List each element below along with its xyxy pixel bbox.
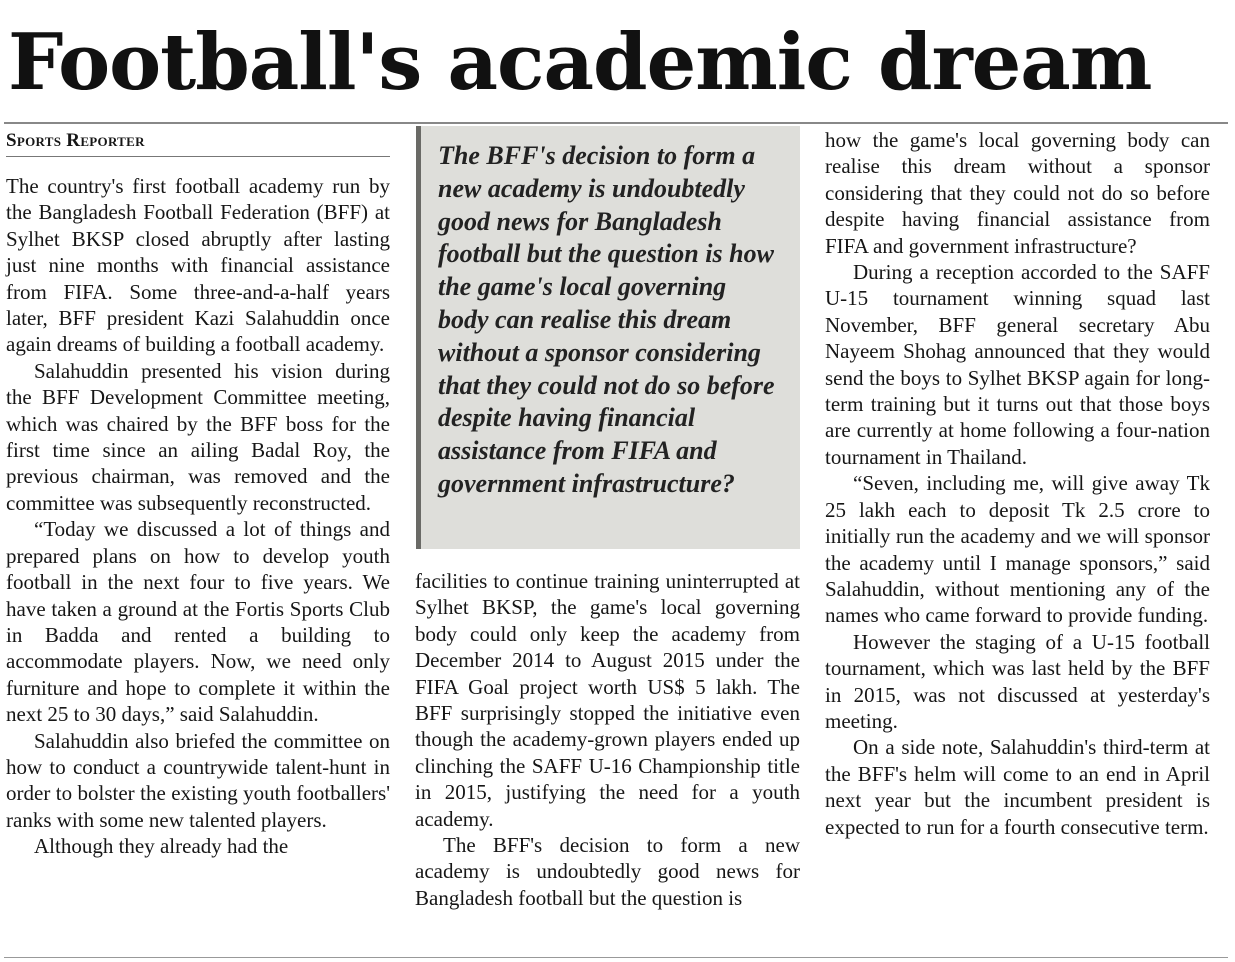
byline: Sports Reporter — [6, 130, 145, 151]
bottom-rule — [4, 957, 1228, 958]
pull-quote: The BFF's decision to form a new academy is undoubtedly good news for Bangladesh football but the question is how the game's local governing body can realise this dream without a sponsor considering that they could not do so before despite having financial assistance from FIFA and government infrastructure? — [416, 126, 800, 549]
paragraph: Although they already had the — [34, 834, 289, 859]
paragraph: Salahuddin also briefed the committee on how to conduct a countrywide talent-hunt in order to bolster the existing youth footballers' ranks with some new talented players. — [6, 728, 390, 832]
article-column-3 — [825, 127, 1210, 840]
article-column-1 — [6, 173, 390, 860]
paragraph: Salahuddin presented his vision during the BFF Development Committee meeting, which was chaired by the BFF boss for the first time since an ailing Badal Roy, the previous chairman, was removed and the committee was subsequently reconstructed. — [6, 358, 390, 515]
paragraph: The country's first football academy run by the Bangladesh Football Federation (BFF) at Sylhet BKSP closed abruptly after lasting just nine months with financial assistance from FIFA. Some three-and-a-half years later, BFF president Kazi Salahuddin once again dreams of building a football academy. — [6, 174, 390, 357]
paragraph: facilities to continue training uninterrupted at Sylhet BKSP, the game's local governing body could only keep the academy from December 2014 to August 2015 under the FIFA Goal project worth US$ 5 lakh. The BFF surprisingly stopped the initiative even though the academy-grown players ended up clinching the SAFF U-16 Championship title in 2015, justifying the need for a youth academy. — [415, 569, 800, 831]
byline-rule — [6, 156, 390, 157]
headline-rule — [4, 122, 1228, 124]
paragraph: The BFF's decision to form a new academy is undoubtedly good news for Bangladesh football but the question is — [415, 833, 800, 910]
paragraph: how the game's local governing body can realise this dream without a sponsor considering that they could not do so before despite having financial assistance from FIFA and government infrastructure? — [825, 128, 1210, 258]
paragraph: During a reception accorded to the SAFF U-15 tournament winning squad last November, BFF general secretary Abu Nayeem Shohag announced that they would send the boys to Sylhet BKSP again for long-term training but it turns out that those boys are currently at home following a four-nation tournament in Thailand. — [825, 260, 1210, 469]
paragraph: However the staging of a U-15 football tournament, which was last held by the BFF in 2015, was not discussed at yesterday's meeting. — [825, 629, 1210, 733]
paragraph: “Today we discussed a lot of things and prepared plans on how to develop youth football in the next four to five years. We have taken a ground at the Fortis Sports Club in Badda and rented a building to accommodate players. Now, we need only furniture and hope to complete it within the next 25 to 30 days,” said Salahuddin. — [6, 517, 390, 727]
paragraph: “Seven, including me, will give away Tk 25 lakh each to deposit Tk 2.5 crore to initially run the academy and we will sponsor the academy until I manage sponsors,” said Salahuddin, without mentioning any of the names who came forward to provide funding. — [825, 471, 1210, 628]
paragraph: On a side note, Salahuddin's third-term at the BFF's helm will come to an end in April next year but the incumbent president is expected to run for a fourth consecutive term. — [825, 735, 1210, 839]
article-column-2 — [415, 568, 800, 911]
headline: Football's academic dream — [8, 17, 1152, 108]
